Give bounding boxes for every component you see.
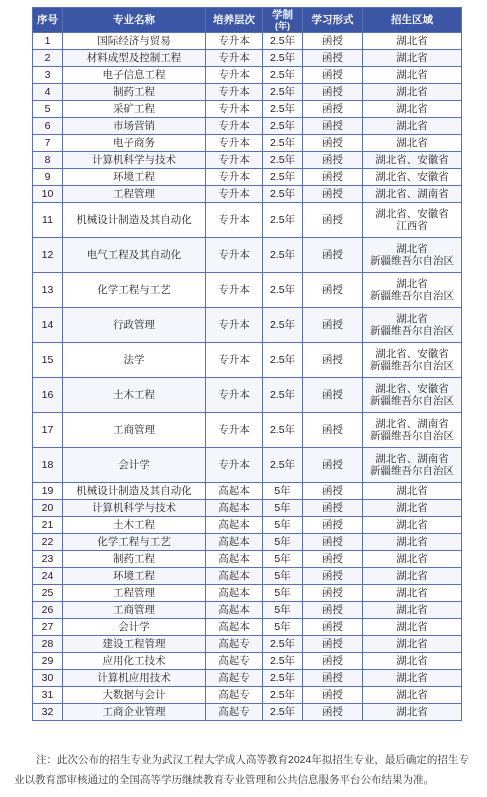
table-row [33,636,462,653]
cell-region [363,704,462,721]
cell-years: 2.5年 [263,413,303,448]
cell-major: 工商管理 [63,602,206,619]
header-index: 序号 [33,8,63,33]
table-row [33,585,462,602]
cell-mode: 函授 [303,534,363,551]
cell-major: 电气工程及其自动化 [63,238,206,273]
cell-years: 2.5年 [263,33,303,50]
table-body [33,33,462,721]
region-line: 湖北省 [396,278,428,290]
cell-major: 计算机科学与技术 [63,500,206,517]
cell-mode: 函授 [303,273,363,308]
table-row [33,308,462,343]
cell-major: 会计学 [63,619,206,636]
cell-major: 环境工程 [63,568,206,585]
region-line: 湖北省 [396,86,428,98]
cell-mode: 函授 [303,517,363,534]
region-line: 湖北省 [396,103,428,115]
cell-years: 2.5年 [263,203,303,238]
cell-mode: 函授 [303,118,363,135]
cell-level: 专升本 [206,273,263,308]
cell-level: 专升本 [206,50,263,67]
cell-region [363,135,462,152]
table-row [33,551,462,568]
table-row [33,653,462,670]
table-row [33,169,462,186]
cell-mode: 函授 [303,653,363,670]
cell-major: 法学 [63,343,206,378]
cell-years: 5年 [263,619,303,636]
cell-mode: 函授 [303,343,363,378]
cell-level: 高起本 [206,500,263,517]
cell-years: 5年 [263,602,303,619]
cell-level: 专升本 [206,67,263,84]
cell-years: 2.5年 [263,653,303,670]
header-region: 招生区域 [363,8,462,33]
table-row [33,413,462,448]
table-row [33,33,462,50]
region-line: 湖北省 [396,137,428,149]
cell-region [363,636,462,653]
cell-level: 专升本 [206,118,263,135]
cell-level: 专升本 [206,308,263,343]
table-row [33,378,462,413]
cell-mode: 函授 [303,378,363,413]
cell-years: 5年 [263,517,303,534]
region-line: 湖北省、安徽省 [375,171,449,183]
cell-major: 电子商务 [63,135,206,152]
cell-region [363,568,462,585]
cell-level: 专升本 [206,448,263,483]
cell-index: 16 [33,378,63,413]
cell-level: 专升本 [206,101,263,118]
cell-mode: 函授 [303,448,363,483]
header-years-line1: 学制 [272,9,293,21]
cell-region [363,602,462,619]
cell-index: 2 [33,50,63,67]
cell-index: 6 [33,118,63,135]
cell-region [363,448,462,483]
cell-index: 27 [33,619,63,636]
cell-region [363,118,462,135]
cell-level: 专升本 [206,343,263,378]
cell-years: 2.5年 [263,118,303,135]
cell-region [363,84,462,101]
cell-region [363,413,462,448]
cell-index: 20 [33,500,63,517]
table-row [33,687,462,704]
cell-level: 专升本 [206,152,263,169]
cell-mode: 函授 [303,483,363,500]
header-row [33,8,462,33]
region-line: 湖北省 [396,570,428,582]
region-line: 湖北省 [396,587,428,599]
table-row [33,50,462,67]
region-line: 湖北省、安徽省 [375,348,449,360]
cell-index: 32 [33,704,63,721]
cell-years: 2.5年 [263,273,303,308]
cell-major: 化学工程与工艺 [63,273,206,308]
cell-region [363,653,462,670]
table-row [33,448,462,483]
cell-mode: 函授 [303,308,363,343]
cell-level: 高起本 [206,551,263,568]
cell-years: 2.5年 [263,67,303,84]
cell-years: 2.5年 [263,448,303,483]
cell-major: 机械设计制造及其自动化 [63,483,206,500]
cell-years: 5年 [263,551,303,568]
cell-years: 5年 [263,500,303,517]
cell-mode: 函授 [303,619,363,636]
cell-region [363,378,462,413]
cell-level: 高起专 [206,653,263,670]
cell-level: 高起本 [206,585,263,602]
table-row [33,670,462,687]
cell-region [363,687,462,704]
cell-major: 工程管理 [63,186,206,203]
cell-index: 13 [33,273,63,308]
cell-major: 行政管理 [63,308,206,343]
region-line: 湖北省、安徽省 [375,154,449,166]
cell-years: 2.5年 [263,308,303,343]
majors-table [32,7,462,721]
cell-index: 15 [33,343,63,378]
region-line: 新疆维吾尔自治区 [370,325,454,337]
cell-level: 高起专 [206,704,263,721]
cell-region [363,517,462,534]
region-line: 湖北省、湖南省 [375,188,449,200]
cell-region [363,343,462,378]
cell-level: 高起本 [206,534,263,551]
table-row [33,483,462,500]
cell-index: 30 [33,670,63,687]
cell-region [363,186,462,203]
table-row [33,534,462,551]
table-row [33,704,462,721]
cell-level: 专升本 [206,169,263,186]
cell-mode: 函授 [303,602,363,619]
cell-major: 环境工程 [63,169,206,186]
region-line: 湖北省 [396,313,428,325]
region-line: 湖北省 [396,35,428,47]
cell-years: 2.5年 [263,636,303,653]
cell-years: 2.5年 [263,238,303,273]
cell-major: 大数据与会计 [63,687,206,704]
cell-index: 21 [33,517,63,534]
cell-major: 制药工程 [63,84,206,101]
cell-level: 专升本 [206,413,263,448]
cell-index: 22 [33,534,63,551]
cell-major: 制药工程 [63,551,206,568]
table-row [33,84,462,101]
cell-level: 专升本 [206,378,263,413]
cell-index: 10 [33,186,63,203]
cell-years: 5年 [263,483,303,500]
table-row [33,101,462,118]
region-line: 湖北省 [396,52,428,64]
region-line: 新疆维吾尔自治区 [370,430,454,442]
table-row [33,500,462,517]
cell-region [363,238,462,273]
cell-level: 高起本 [206,619,263,636]
cell-level: 高起专 [206,670,263,687]
cell-years: 2.5年 [263,101,303,118]
cell-major: 计算机科学与技术 [63,152,206,169]
region-line: 湖北省、湖南省 [375,418,449,430]
cell-mode: 函授 [303,33,363,50]
cell-region [363,619,462,636]
region-line: 湖北省 [396,536,428,548]
cell-mode: 函授 [303,670,363,687]
cell-major: 土木工程 [63,378,206,413]
cell-index: 25 [33,585,63,602]
cell-mode: 函授 [303,636,363,653]
table-row [33,186,462,203]
cell-mode: 函授 [303,169,363,186]
cell-major: 电子信息工程 [63,67,206,84]
cell-region [363,534,462,551]
cell-mode: 函授 [303,585,363,602]
cell-major: 机械设计制造及其自动化 [63,203,206,238]
cell-level: 专升本 [206,84,263,101]
region-line: 湖北省、安徽省 [375,208,449,220]
cell-region [363,500,462,517]
table-row [33,343,462,378]
cell-years: 5年 [263,568,303,585]
region-line: 湖北省 [396,120,428,132]
cell-years: 2.5年 [263,84,303,101]
table-row [33,619,462,636]
cell-years: 2.5年 [263,186,303,203]
cell-index: 11 [33,203,63,238]
cell-region [363,33,462,50]
region-line: 湖北省 [396,672,428,684]
table-row [33,238,462,273]
cell-mode: 函授 [303,568,363,585]
region-line: 湖北省 [396,553,428,565]
region-line: 湖北省 [396,519,428,531]
region-line: 湖北省、安徽省 [375,383,449,395]
cell-index: 31 [33,687,63,704]
cell-index: 3 [33,67,63,84]
table-row [33,135,462,152]
cell-mode: 函授 [303,551,363,568]
cell-index: 14 [33,308,63,343]
cell-years: 2.5年 [263,343,303,378]
table-row [33,517,462,534]
region-line: 江西省 [396,220,428,232]
region-line: 湖北省 [396,502,428,514]
cell-index: 28 [33,636,63,653]
cell-region [363,273,462,308]
cell-major: 土木工程 [63,517,206,534]
cell-index: 26 [33,602,63,619]
region-line: 新疆维吾尔自治区 [370,290,454,302]
cell-index: 12 [33,238,63,273]
cell-index: 19 [33,483,63,500]
cell-mode: 函授 [303,84,363,101]
table-row [33,118,462,135]
cell-level: 高起本 [206,568,263,585]
cell-years: 2.5年 [263,378,303,413]
table-row [33,67,462,84]
region-line: 湖北省 [396,706,428,718]
cell-region [363,308,462,343]
cell-mode: 函授 [303,101,363,118]
cell-index: 8 [33,152,63,169]
cell-level: 专升本 [206,186,263,203]
region-line: 新疆维吾尔自治区 [370,360,454,372]
cell-level: 专升本 [206,238,263,273]
table-row [33,602,462,619]
cell-region [363,67,462,84]
cell-mode: 函授 [303,152,363,169]
region-line: 湖北省 [396,638,428,650]
cell-index: 7 [33,135,63,152]
cell-region [363,203,462,238]
cell-major: 市场营销 [63,118,206,135]
cell-major: 材料成型及控制工程 [63,50,206,67]
cell-index: 1 [33,33,63,50]
header-years [263,8,303,33]
cell-major: 采矿工程 [63,101,206,118]
region-line: 湖北省 [396,621,428,633]
header-level: 培养层次 [206,8,263,33]
cell-region [363,670,462,687]
region-line: 湖北省 [396,69,428,81]
table-header [33,8,462,33]
cell-years: 2.5年 [263,704,303,721]
cell-major: 工商管理 [63,413,206,448]
cell-mode: 函授 [303,135,363,152]
cell-major: 工程管理 [63,585,206,602]
cell-mode: 函授 [303,203,363,238]
cell-level: 高起专 [206,636,263,653]
cell-mode: 函授 [303,186,363,203]
region-line: 新疆维吾尔自治区 [370,395,454,407]
region-line: 湖北省 [396,604,428,616]
table-row [33,203,462,238]
cell-years: 2.5年 [263,670,303,687]
header-years-line2: (年) [275,21,290,31]
cell-level: 高起本 [206,602,263,619]
cell-level: 专升本 [206,203,263,238]
cell-level: 专升本 [206,135,263,152]
cell-major: 会计学 [63,448,206,483]
cell-index: 23 [33,551,63,568]
cell-mode: 函授 [303,704,363,721]
cell-index: 4 [33,84,63,101]
region-line: 湖北省、湖南省 [375,453,449,465]
table-row [33,568,462,585]
cell-years: 5年 [263,534,303,551]
cell-level: 高起本 [206,483,263,500]
cell-level: 高起专 [206,687,263,704]
cell-years: 2.5年 [263,169,303,186]
cell-mode: 函授 [303,500,363,517]
cell-region [363,101,462,118]
cell-region [363,551,462,568]
cell-index: 18 [33,448,63,483]
cell-index: 5 [33,101,63,118]
cell-major: 国际经济与贸易 [63,33,206,50]
cell-major: 计算机应用技术 [63,670,206,687]
cell-mode: 函授 [303,238,363,273]
region-line: 新疆维吾尔自治区 [370,255,454,267]
cell-years: 2.5年 [263,687,303,704]
cell-major: 工商企业管理 [63,704,206,721]
cell-region [363,169,462,186]
cell-major: 化学工程与工艺 [63,534,206,551]
region-line: 湖北省 [396,243,428,255]
cell-major: 建设工程管理 [63,636,206,653]
cell-index: 24 [33,568,63,585]
region-line: 新疆维吾尔自治区 [370,465,454,477]
cell-years: 2.5年 [263,135,303,152]
cell-mode: 函授 [303,50,363,67]
cell-region [363,483,462,500]
region-line: 湖北省 [396,485,428,497]
footnote: 注：此次公布的招生专业为武汉工程大学成人高等教育2024年拟招生专业，最后确定的招生专业以教育部审核通过的全国高等学历继续教育专业管理和公共信息服务平台公布结果为准。 [14,754,469,786]
region-line: 湖北省 [396,655,428,667]
cell-region [363,152,462,169]
cell-years: 5年 [263,585,303,602]
cell-index: 9 [33,169,63,186]
cell-index: 29 [33,653,63,670]
cell-years: 2.5年 [263,152,303,169]
cell-major: 应用化工技术 [63,653,206,670]
header-major: 专业名称 [63,8,206,33]
cell-region [363,585,462,602]
table-row [33,152,462,169]
cell-level: 高起本 [206,517,263,534]
cell-mode: 函授 [303,413,363,448]
cell-mode: 函授 [303,687,363,704]
cell-mode: 函授 [303,67,363,84]
cell-index: 17 [33,413,63,448]
header-mode: 学习形式 [303,8,363,33]
region-line: 湖北省 [396,689,428,701]
table-row [33,273,462,308]
cell-region [363,50,462,67]
cell-years: 2.5年 [263,50,303,67]
cell-level: 专升本 [206,33,263,50]
